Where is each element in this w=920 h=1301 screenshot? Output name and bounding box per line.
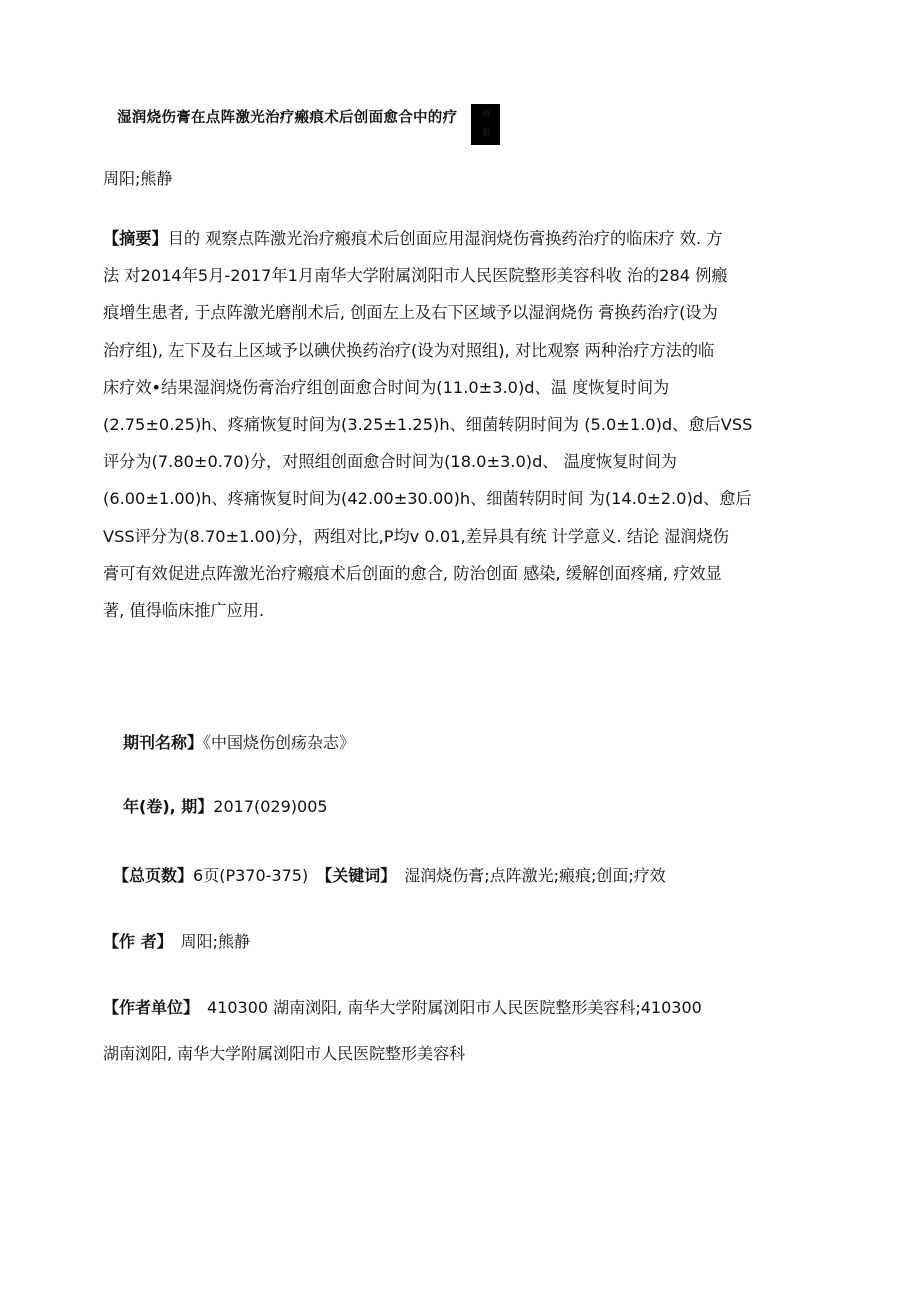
abstract-line: 著, 值得临床推广应用.: [103, 600, 265, 620]
authors-line: 周阳;熊静: [103, 169, 173, 188]
document-title: 湿润烧伤膏在点阵激光治疗瘢痕术后创面愈合中的疗: [117, 110, 458, 126]
year-volume-issue-field: [123, 795, 328, 819]
pages-keywords-field: [113, 864, 666, 888]
affiliation-continuation: 湖南浏阳, 南华大学附属浏阳市人民医院整形美容科: [103, 1044, 466, 1063]
keywords-value: 湿润烧伤膏;点阵激光;瘢痕;创面;疗效: [404, 866, 666, 885]
journal-label: 期刊名称】: [123, 733, 204, 752]
abstract-line: 痕增生患者, 于点阵激光磨削术后, 创面左上及右下区域予以湿润烧伤 膏换药治疗(设为: [103, 303, 718, 323]
affiliation-label: 【作者单位】: [103, 998, 200, 1017]
authors-value: 周阳;熊静: [180, 932, 250, 951]
abstract-text: 目的 观察点阵激光治疗瘢痕术后创面应用湿润烧伤膏换药治疗的临床疗 效. 方: [167, 229, 723, 248]
abstract-line: (2.75±0.25)h、疼痛恢复时间为(3.25±1.25)h、细菌转阴时间为 (5.0±1.0)d、愈后VSS: [103, 414, 753, 434]
title-row: [117, 104, 500, 150]
title-redacted-box: [471, 104, 500, 145]
abstract-line: 膏可有效促进点阵激光治疗瘢痕术后创面的愈合, 防治创面 感染, 缓解创面疼痛, 疗效显: [103, 563, 722, 583]
abstract-line: VSS评分为(8.70±1.00)分，两组对比,P均v 0.01,差异具有统 计学意义. 结论 湿润烧伤: [103, 526, 729, 546]
abstract-block: [103, 224, 823, 633]
abstract-line: 评分为(7.80±0.70)分，对照组创面愈合时间为(18.0±3.0)d、 温度恢复时间为: [103, 452, 677, 472]
abstract-line: 治疗组), 左下及右上区域予以碘伏换药治疗(设为对照组), 对比观察 两种治疗方法的临: [103, 340, 715, 360]
journal-field: [123, 731, 355, 755]
affiliation-line-1: 410300 湖南浏阳, 南华大学附属浏阳市人民医院整形美容科;410300: [207, 998, 702, 1017]
title-box-char-1: 效: [481, 109, 491, 120]
abstract-label: 【摘要】: [103, 229, 168, 248]
abstract-line: 法 对2014年5月-2017年1月南华大学附属浏阳市人民医院整形美容科收 治的284 例瘢: [103, 266, 728, 286]
pages-label: 【总页数】: [113, 866, 194, 885]
abstract-line: 床疗效•结果湿润烧伤膏治疗组创面愈合时间为(11.0±3.0)d、温 度恢复时间为: [103, 377, 670, 397]
authors-field: [103, 930, 250, 954]
year-volume-issue-label: 年(卷), 期】: [123, 797, 214, 816]
pages-value: 6页(P370-375): [193, 866, 309, 885]
authors-label: 【作 者】: [103, 932, 173, 951]
abstract-line: (6.00±1.00)h、疼痛恢复时间为(42.00±30.00)h、细菌转阴时间 为(14.0±2.0)d、愈后: [103, 489, 752, 509]
keywords-label: 【关键词】: [316, 866, 397, 885]
abstract-line: [103, 224, 823, 254]
title-box-char-2: 果: [481, 128, 491, 139]
affiliation-field: [103, 996, 702, 1020]
journal-value: 《中国烧伤创疡杂志》: [203, 733, 356, 752]
year-volume-issue-value: 2017(029)005: [213, 797, 328, 816]
